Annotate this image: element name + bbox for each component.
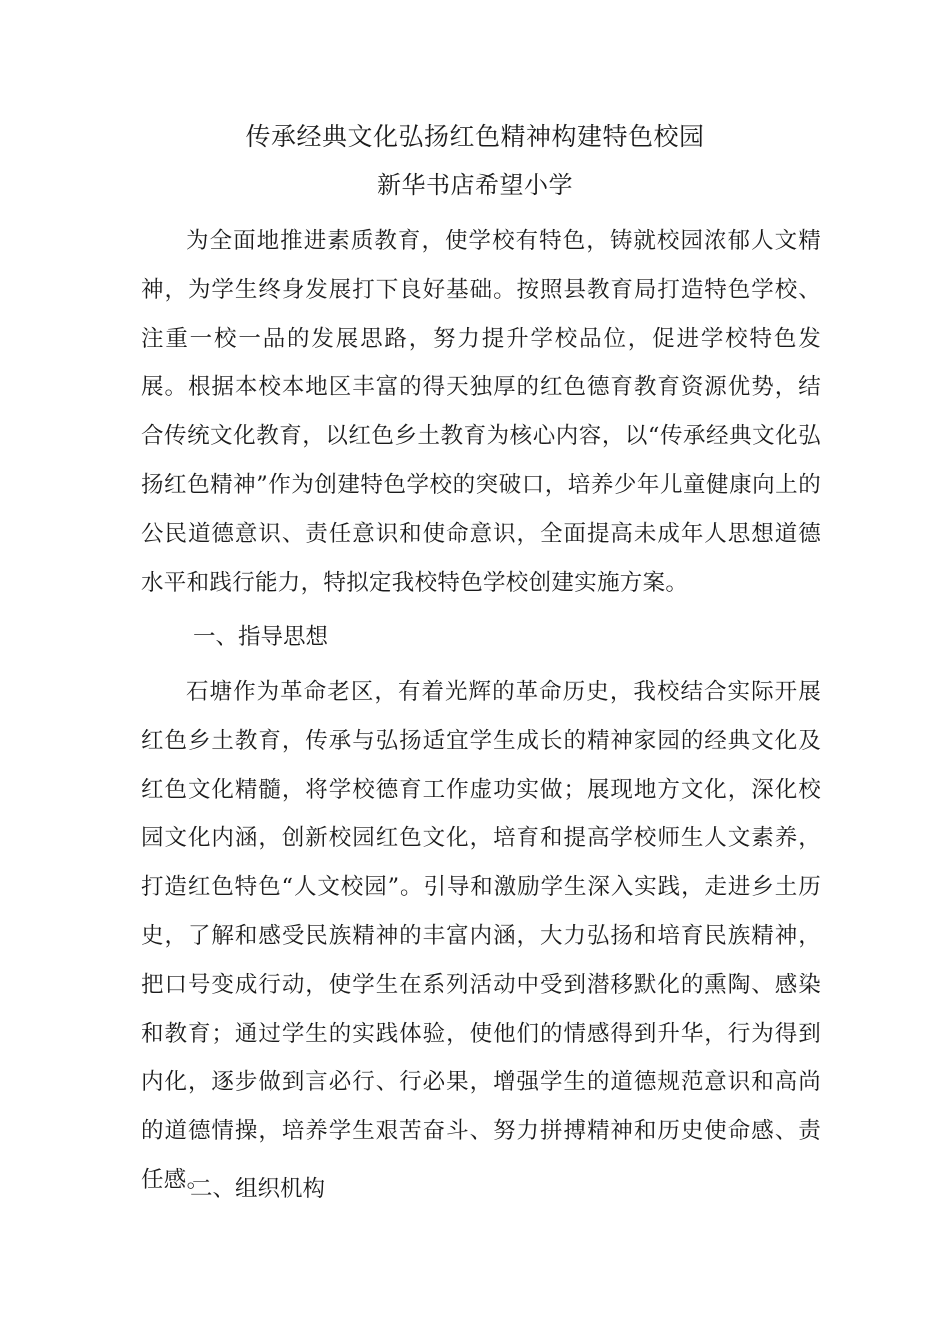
section-heading-guiding-ideology: 一、指导思想 [193, 624, 329, 650]
document-title: 传承经典文化弘扬红色精神构建特色校园 [245, 122, 705, 151]
guiding-ideology-paragraph: 石塘作为革命老区，有着光辉的革命历史，我校结合实际开展红色乡土教育，传承与弘扬适宜学生成长的精神家园的经典文化及红色文化精髓，将学校德育工作虚功实做；展现地方文化，深化校园文化内涵，创新校园红色文化，培育和提高学校师生人文素养，打造红色特色“人文校园”。引导和激励学生深入实践，走进乡土历史，了解和感受民族精神的丰富内涵，大力弘扬和培育民族精神，把口号变成行动，使学生在系列活动中受到潜移默化的熏陶、感染和教育；通过学生的实践体验，使他们的情感得到升华，行为得到内化，逐步做到言必行、行必果，增强学生的道德规范意识和高尚的道德情操，培养学生艰苦奋斗、努力拼搏精神和历史使命感、责任感。 [141, 679, 821, 1193]
section-heading-organization: 二、组织机构 [190, 1176, 326, 1202]
document-subtitle: 新华书店希望小学 [377, 171, 573, 199]
intro-paragraph: 为全面地推进素质教育，使学校有特色，铸就校园浓郁人文精神，为学生终身发展打下良好基础。按照县教育局打造特色学校、注重一校一品的发展思路，努力提升学校品位，促进学校特色发展。根据本校本地区丰富的得天独厚的红色德育教育资源优势，结合传统文化教育，以红色乡土教育为核心内容，以“传承经典文化弘扬红色精神”作为创建特色学校的突破口，培养少年儿童健康向上的公民道德意识、责任意识和使命意识，全面提高未成年人思想道德水平和践行能力，特拟定我校特色学校创建实施方案。 [141, 228, 821, 596]
